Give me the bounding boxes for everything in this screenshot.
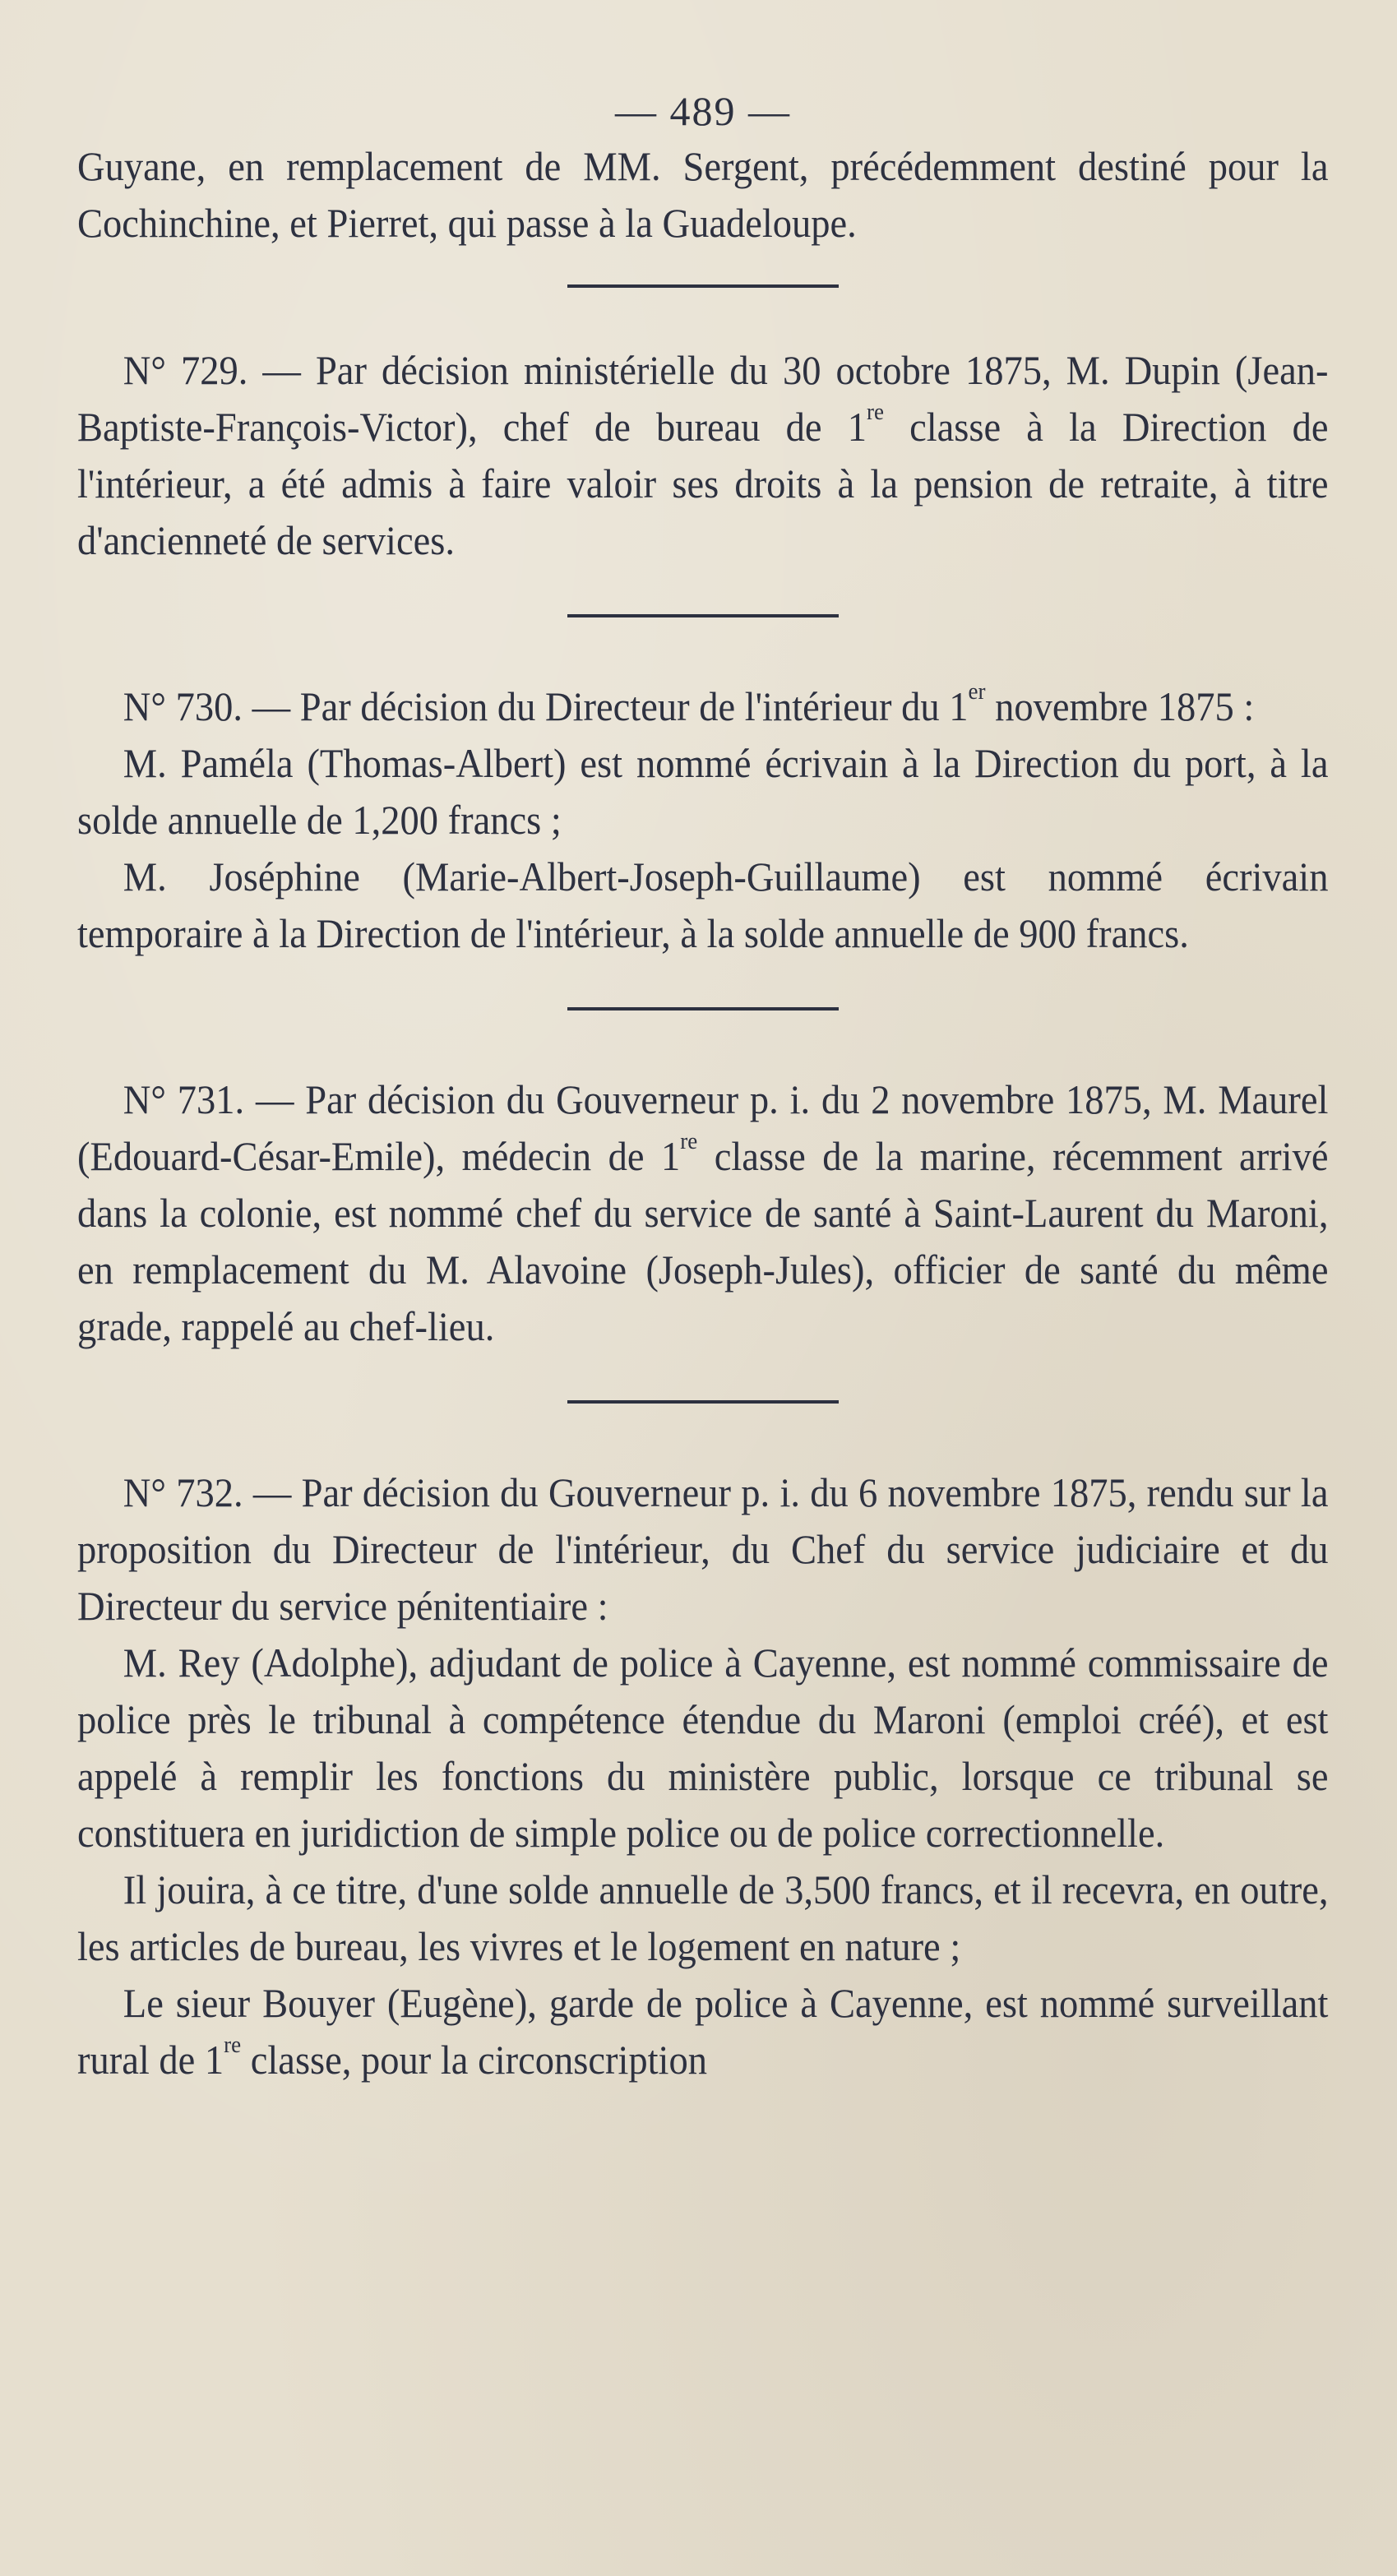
paragraph: M. Paméla (Thomas-Albert) est nommé écrivain à la Direction du port, à la solde annuelle de 1,200 francs ; <box>77 740 1329 843</box>
section-divider <box>567 1007 839 1011</box>
section-divider <box>567 284 839 288</box>
page-number: — 489 — <box>615 88 791 134</box>
paragraph: N° 729. — Par décision ministérielle du 30 octobre 1875, M. Dupin (Jean-Baptiste-François-Victor), chef de bureau de 1re classe à la Direction de l'intérieur, a été admis à faire valoir ses droits à la pension de retraite, à titre d'ancienneté de services. <box>77 347 1329 563</box>
decision-729 <box>77 342 1329 569</box>
paragraph: Le sieur Bouyer (Eugène), garde de police à Cayenne, est nommé surveillant rural de 1re classe, pour la circonscription <box>77 1980 1329 2083</box>
continuation-section <box>77 138 1329 252</box>
paragraph: N° 730. — Par décision du Directeur de l'intérieur du 1er novembre 1875 : <box>123 678 1255 729</box>
decision-731 <box>77 1071 1329 1355</box>
paragraph: Il jouira, à ce titre, d'une solde annuelle de 3,500 francs, et il recevra, en outre, les articles de bureau, les vivres et le logement en nature ; <box>77 1866 1329 1969</box>
paragraph: M. Rey (Adolphe), adjudant de police à Cayenne, est nommé commissaire de police près le tribunal à compétence étendue du Maroni (emploi créé), et est appelé à remplir les fonctions du ministère public, lorsque ce tribunal se constituera en juridiction de simple police ou de police correctionnelle. <box>77 1639 1329 1856</box>
paragraph: Guyane, en remplacement de MM. Sergent, précédemment destiné pour la Cochinchine, et Pierret, qui passe à la Guadeloupe. <box>77 143 1329 246</box>
paragraph: N° 732. — Par décision du Gouverneur p. i. du 6 novembre 1875, rendu sur la proposition du Directeur de l'intérieur, du Chef du service judiciaire et du Directeur du service pénitentiaire : <box>77 1469 1329 1629</box>
section-divider <box>567 614 839 617</box>
decision-732 <box>77 1464 1329 2088</box>
paragraph: N° 731. — Par décision du Gouverneur p. i. du 2 novembre 1875, M. Maurel (Edouard-César-Emile), médecin de 1re classe de la marine, récemment arrivé dans la colonie, est nommé chef du service de santé à Saint-Laurent du Maroni, en remplacement du M. Alavoine (Joseph-Jules), officier de santé du même grade, rappelé au chef-lieu. <box>77 1076 1329 1349</box>
paragraph: M. Joséphine (Marie-Albert-Joseph-Guillaume) est nommé écrivain temporaire à la Direction de l'intérieur, à la solde annuelle de 900 francs. <box>77 853 1329 956</box>
section-divider <box>567 1400 839 1404</box>
decision-730 <box>77 678 1329 962</box>
document-page <box>77 90 1329 2088</box>
